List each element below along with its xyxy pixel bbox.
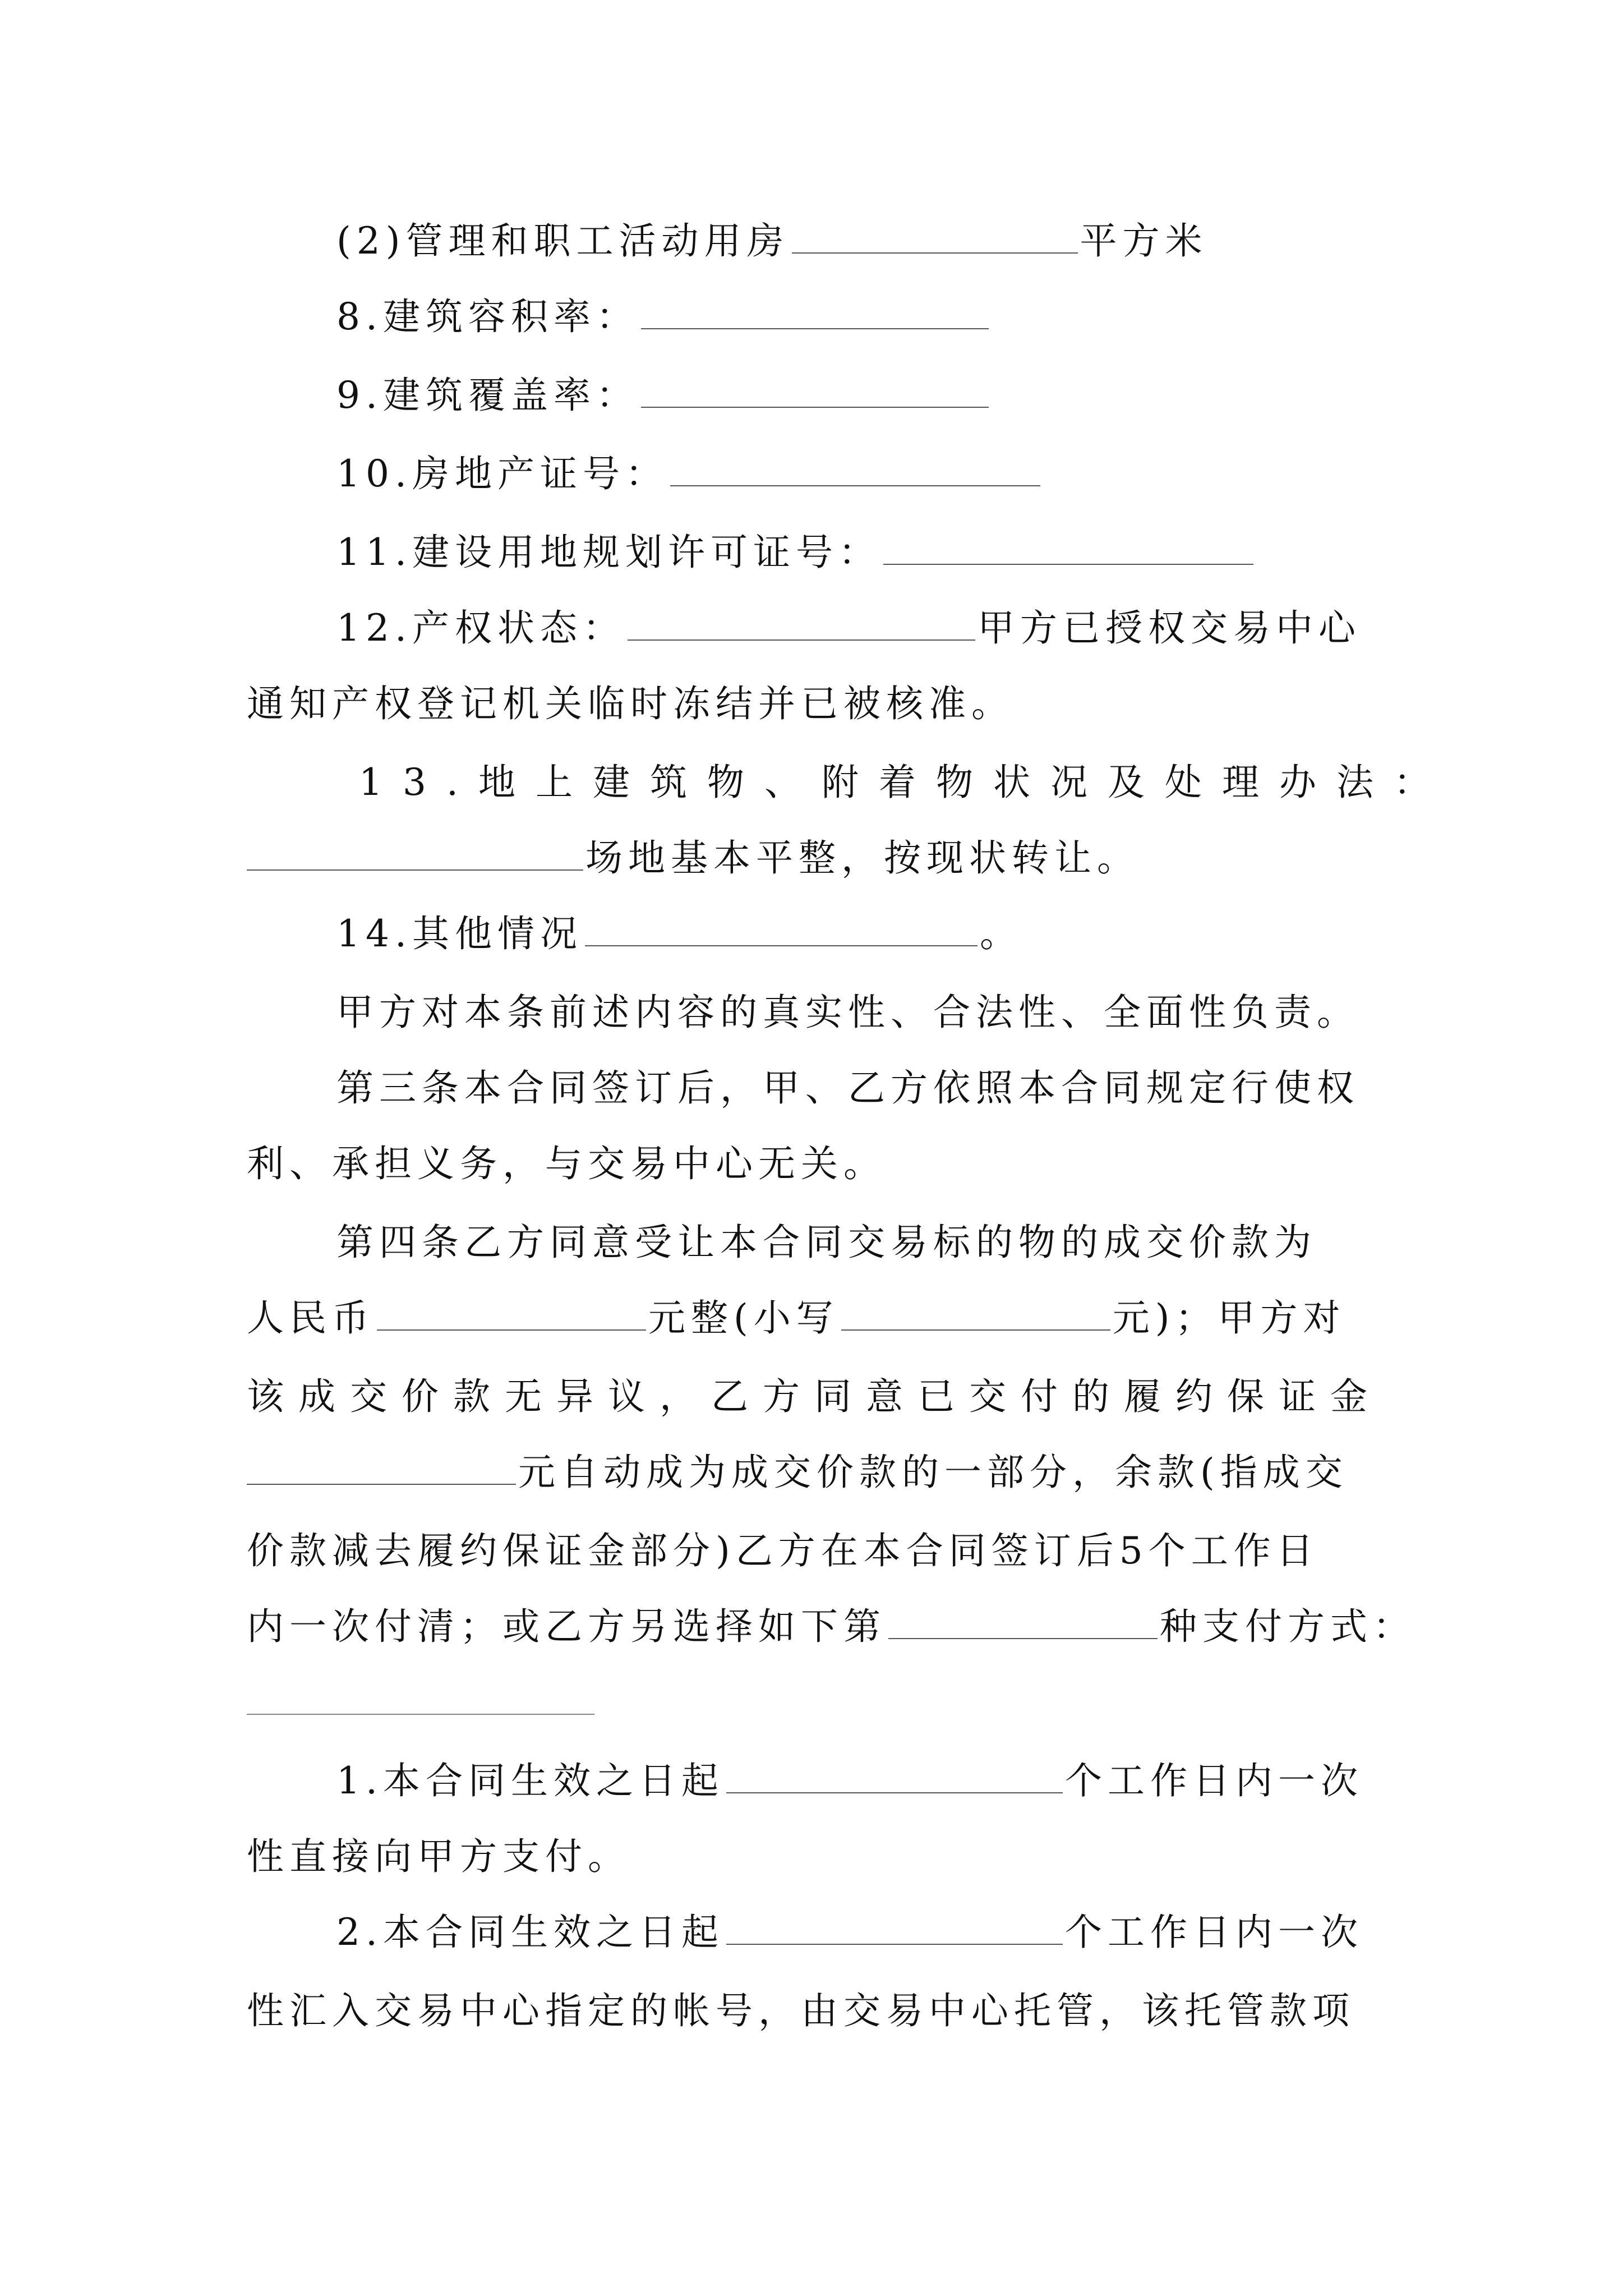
- text: 通知产权登记机关临时冻结并已被核准。: [247, 682, 1014, 725]
- text: 14.其他情况: [336, 912, 583, 955]
- text: 2.本合同生效之日起: [336, 1911, 724, 1954]
- line-planning-permit: [336, 527, 1481, 578]
- text: 种支付方式：: [1160, 1605, 1415, 1648]
- text: 该成交价款无异议，乙方同意已交付的履约保证金: [247, 1375, 1382, 1418]
- line-option-2-cont: [247, 1986, 1391, 2036]
- text: 甲方已授权交易中心: [977, 606, 1361, 650]
- text: 甲方对本条前述内容的真实性、合法性、全面性负责。: [336, 991, 1359, 1034]
- blank-field[interactable]: [726, 1759, 1063, 1793]
- text: (2)管理和职工活动用房: [336, 219, 790, 263]
- text: 利、承担义务，与交易中心无关。: [247, 1142, 886, 1185]
- text: 平方米: [1080, 219, 1208, 263]
- line-article-4: [336, 1217, 1481, 1268]
- blank-field[interactable]: [641, 373, 989, 408]
- text: 8.建筑容积率：: [336, 295, 639, 338]
- line-payment-choice: [247, 1602, 1415, 1652]
- blank-field[interactable]: [888, 1604, 1158, 1639]
- line-price: [247, 1293, 1391, 1343]
- line-option-1: [336, 1756, 1481, 1806]
- text: 个工作日内一次: [1064, 1759, 1363, 1802]
- line-option-2: [336, 1907, 1481, 1958]
- text: 11.建设用地规划许可证号：: [336, 531, 881, 574]
- line-deposit-cont: [247, 1447, 1391, 1498]
- line-balance: [247, 1526, 1391, 1576]
- separator-line: [247, 1714, 594, 1715]
- text: 13.地上建筑物、附着物状况及处理办法：: [359, 761, 1451, 804]
- blank-field[interactable]: [377, 1296, 646, 1331]
- line-other: [336, 909, 1481, 959]
- text: 内一次付清；或乙方另选择如下第: [247, 1605, 886, 1648]
- text: 9.建筑覆盖率：: [336, 374, 639, 417]
- text: 10.房地产证号：: [336, 452, 668, 495]
- text: 元)；甲方对: [1112, 1296, 1346, 1340]
- text: 12.产权状态：: [336, 606, 625, 650]
- text: 人民币: [247, 1296, 375, 1340]
- blank-field[interactable]: [628, 606, 975, 641]
- line-buildings-status: [247, 833, 1391, 884]
- text: 。: [979, 912, 1022, 955]
- text: 1.本合同生效之日起: [336, 1759, 724, 1802]
- line-property-status: [336, 603, 1481, 654]
- line-buildings-heading: [359, 757, 1503, 808]
- blank-field[interactable]: [585, 912, 978, 946]
- line-coverage-ratio: [336, 370, 1481, 421]
- text: 性汇入交易中心指定的帐号，由交易中心托管，该托管款项: [247, 1989, 1355, 2032]
- line-property-cert: [336, 449, 1481, 499]
- blank-field[interactable]: [641, 295, 989, 329]
- text: 场地基本平整，按现状转让。: [585, 836, 1140, 880]
- line-responsibility: [336, 987, 1481, 1038]
- blank-field[interactable]: [883, 530, 1253, 565]
- blank-field[interactable]: [841, 1296, 1110, 1331]
- text: 第四条乙方同意受让本合同交易标的物的成交价款为: [336, 1221, 1317, 1264]
- text: 性直接向甲方支付。: [247, 1835, 630, 1878]
- text: 元自动成为成交价款的一部分，余款(指成交: [518, 1451, 1348, 1494]
- line-office-area: [336, 216, 1481, 266]
- text: 元整(小写: [648, 1296, 839, 1340]
- blank-field[interactable]: [247, 1450, 516, 1485]
- line-option-1-cont: [247, 1832, 1391, 1882]
- blank-field[interactable]: [670, 452, 1040, 486]
- line-article-3-cont: [247, 1139, 1391, 1189]
- line-article-3: [336, 1063, 1481, 1114]
- text: 个工作日内一次: [1064, 1911, 1363, 1954]
- text: 第三条本合同签订后，甲、乙方依照本合同规定行使权: [336, 1066, 1359, 1110]
- blank-field[interactable]: [726, 1910, 1063, 1945]
- blank-field[interactable]: [792, 219, 1078, 254]
- line-plot-ratio: [336, 292, 1481, 342]
- line-deposit: [247, 1372, 1391, 1422]
- text: 价款减去履约保证金部分)乙方在本合同签订后5个工作日: [247, 1529, 1319, 1572]
- blank-field[interactable]: [247, 836, 583, 871]
- line-status-cont: [247, 679, 1391, 729]
